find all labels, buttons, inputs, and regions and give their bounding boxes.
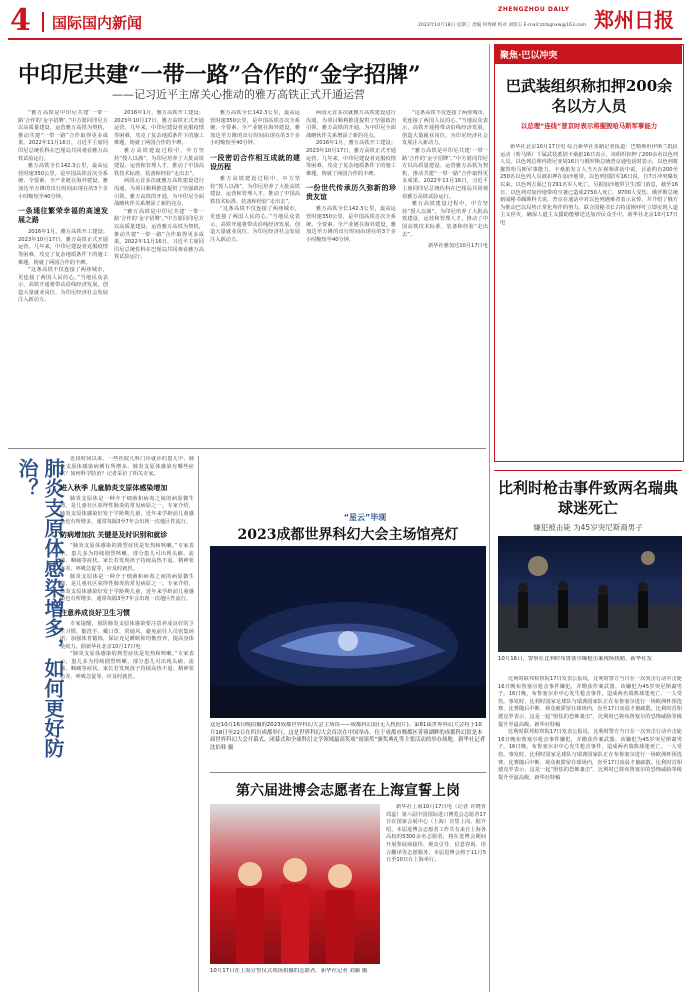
police-title: 比利时枪击事件致两名瑞典球迷死亡 bbox=[498, 479, 679, 517]
lead-column-2: 2016年1月，雅万高铁开工建设；2023年10月17日，雅万高铁正式开通运营。几年来，中印尼建设者克服疫情等困难，攻克了复杂地质条件下的施工难题，铸就了两国合作的丰碑。 雅万高铁建设过程中，中方坚持“授人以渔”，为印尼培养了大批高铁建设、运营和管理人才，推动了中国高铁技术标准、装备和经验“走出去”。 两国元首多次就雅万高铁建设进行沟通，为项目顺利推进提供了坚强政治引领。雅万高铁的开通，为中印尼全面战略伙伴关系增添了新的亮点。 “雅万高铁是中印尼共建‘一带一路’合作的‘金字招牌’。”中方愿同印尼方以高质量建设、运营雅万高铁为契机，推动共建“一带一路”合作取得更多成果。2022年11月16日，习近平主席同印尼总统佐科在巴厘岛共同观看雅万高铁试验运行。 bbox=[114, 110, 204, 261]
police-rule bbox=[494, 470, 682, 471]
column-divider bbox=[198, 456, 199, 992]
lead-column-3: 雅万高铁全长142.3公里，最高运营时速350公里，是中国高铁首次全系统、全要素、全产业链在海外建设。雅加达至万隆的出行时间由现在的3个多小时缩短至40分钟。 一段密切合作相互成就的建设历程 雅万高铁建设过程中，中方坚持“授人以渔”，为印尼培养了大批高铁建设、运营和管理人才，推动了中国高铁技术标准、装备和经验“走出去”。 “这条高铁不仅连接了两座城市，更连接了两国人民的心。”当地民众表示，高铁开通将带动沿线经济发展，创造大量就业岗位，为印尼经济社会发展注入新动力。 bbox=[210, 110, 300, 243]
covid-body: 近段时间以来，一些医院儿科门诊就诊的患儿中，肺炎支原体感染病例有所增多。肺炎支原体感染有哪些症状？如何科学防治？记者采访了相关专家。 进入秋季 儿童肺炎支原体感染增加 肺炎支原体是一种介于细菌和病毒之间的病原微生物，是儿童社区获得性肺炎的常见病原之一。专家介绍，肺炎支原体感染好发于学龄期儿童，近年来学龄前儿童感染也有所增多，通常每隔3至7年会出现一次地区性流行。 防病增加抗 关键是及时识别和就诊 “肺炎支原体感染的典型症状是发热和咳嗽。”专家表示，患儿多为持续剧烈咳嗽，部分患儿可出现头痛、流涕、咽痛等症状。家长若发现孩子持续高热不退、精神状态差、呼吸急促等，应及时就医。 肺炎支原体是一种介于细菌和病毒之间的病原微生物，是儿童社区获得性肺炎的常见病原之一。专家介绍，肺炎支原体感染好发于学龄期儿童，近年来学龄前儿童感染也有所增多，通常每隔3至7年会出现一次地区性流行。 注意养成良好卫生习惯 专家提醒，预防肺炎支原体感染要注意养成良好的卫生习惯，勤洗手、戴口罩、常通风，避免前往人员密集场所；加强体育锻炼，保证充足睡眠和均衡营养，提高身体免疫力。据新华社北京10月17日电 “肺炎支原体感染的典型症状是发热和咳嗽。”专家表示，患儿多为持续剧烈咳嗽，部分患儿可出现头痛、流涕、咽痛等症状。家长若发现孩子持续高热不退、精神状态差、呼吸急促等，应及时就医。 bbox=[60, 456, 194, 681]
paper-name-en: ZHENGZHOU DAILY bbox=[498, 6, 570, 13]
focus-title: 巴武装组织称扣押200余名以方人员 bbox=[505, 77, 673, 115]
section-title: 国际国内新闻 bbox=[52, 14, 143, 32]
focus-tag: 聚焦·巴以冲突 bbox=[500, 51, 558, 61]
section-divider bbox=[8, 448, 486, 449]
police-photo-caption: 10月16日，警察在比利时布鲁塞尔爆枪击案现场执勤。新华社发 bbox=[498, 656, 652, 662]
lead-subhead-3: 一份世代传承历久弥新的珍贵友谊 bbox=[306, 184, 396, 202]
header-divider bbox=[42, 12, 44, 32]
lead-column-5: “这条高铁不仅连接了两座城市，更连接了两国人民的心。”当地民众表示，高铁开通将带动沿线经济发展，创造大量就业岗位，为印尼经济社会发展注入新动力。 “雅万高铁是中印尼共建‘一带一路’合作的‘金字招牌’。”中方愿同印尼方以高质量建设、运营雅万高铁为契机，推动共建“一带一路”合作取得更多成果。2022年11月16日，习近平主席同印尼总统佐科在巴厘岛共同观看雅万高铁试验运行。 雅万高铁建设过程中，中方坚持“授人以渔”，为印尼培养了大批高铁建设、运营和管理人才，推动了中国高铁技术标准、装备和经验“走出去”。 新华社雅加达10月17日电 bbox=[402, 110, 488, 250]
paper-logo: 郑州日报 bbox=[594, 8, 674, 32]
covid-title: 肺炎支原体感染增多，如何更好防治？ bbox=[15, 458, 65, 758]
event-title: 2023成都世界科幻大会主场馆亮灯 bbox=[237, 527, 459, 543]
lead-subhead-1: 一条通往繁荣幸福的高速发展之路 bbox=[18, 207, 108, 225]
header-rule bbox=[8, 38, 682, 40]
focus-body: 新华社北京10月17日电 综合新华社多路记者报道：巴勒斯坦伊斯兰抵抗运动（哈马斯）下属武装派别卡桑旅16日表示，该组织扣押了200余名以色列人员。以色列总理内塔尼亚胡16日与俄罗斯总统普京通电话时表示，以色列将摧毁哈马斯军事能力。卡桑旅发言人当天在视频讲话中说，目前约有200至250名以色列人员被扣押在加沙地带。以色列国防军16日说，自7日冲突爆发以来，以色列方面已有291名军人死亡。另据加沙地带卫生部门消息，截至16日，以色列对加沙地带的空袭已造成2750人死亡、9700人受伤。俄罗斯总统新闻秘书佩斯科夫说，普京在通话中对以色列遇难者表示哀悼，并介绍了俄方为推动巴以局势正常化所作的努力。联合国秘书长古特雷斯呼吁立即实现人道主义停火，确保人道主义援助能够送达加沙民众手中。新华社北京10月17日电 bbox=[500, 144, 678, 226]
police-subtitle: 嫌犯被击毙 为45岁突尼斯裔男子 bbox=[533, 523, 643, 532]
police-photo bbox=[498, 536, 682, 652]
date-line: 2023年10月18日 星期三 责编 何秀峰 校对 刘瑞玉 E-mail:zzrbgnxw@163.com bbox=[418, 23, 587, 28]
lead-subtitle: ——记习近平主席关心推动的雅万高铁正式开通运营 bbox=[112, 88, 365, 101]
expo-photo bbox=[210, 804, 380, 964]
event-kicker: “星云”毕现 bbox=[343, 513, 387, 522]
expo-rule bbox=[210, 772, 486, 773]
page-number: 4 bbox=[10, 3, 31, 38]
lead-dateline: 新华社雅加达10月17日电 bbox=[428, 243, 488, 250]
expo-photo-caption: 10月17日在上海宣誓仪式现场拍摄的志愿者。新华社记者 刘颖 摄 bbox=[210, 968, 368, 974]
covid-subhead-2: 防病增加抗 关键是及时识别和就诊 bbox=[60, 531, 168, 540]
covid-subhead-3: 注意养成良好卫生习惯 bbox=[60, 608, 130, 617]
police-body: 比利时联邦检察院17日发表公报说，比利时警方当日在一次突击行动中击毙16日晚布鲁塞尔枪击事件嫌犯，并缴获作案武器。该嫌犯为45岁突尼斯裔男子。16日晚，布鲁塞尔市中心发生枪击事件，造成两名瑞典球迷死亡、一人受伤。事发时，比利时国家足球队与瑞典国家队正在布鲁塞尔进行一场欧洲杯预选赛。比赛随后中断，观众被滞留在球场内，直至17日凌晨才被疏散。比利时首相德克罗表示，这是一起“胆怯的恐怖袭击”，比利时已将布鲁塞尔的恐怖威胁等级提升至最高级。新华社特稿 比利时联邦检察院17日发表公报说，比利时警方当日在一次突击行动中击毙16日晚布鲁塞尔枪击事件嫌犯，并缴获作案武器。该嫌犯为45岁突尼斯裔男子。16日晚，布鲁塞尔市中心发生枪击事件，造成两名瑞典球迷死亡、一人受伤。事发时，比利时国家足球队与瑞典国家队正在布鲁塞尔进行一场欧洲杯预选赛。比赛随后中断，观众被滞留在球场内，直至17日凌晨才被疏散。比利时首相德克罗表示，这是一起“胆怯的恐怖袭击”，比利时已将布鲁塞尔的恐怖威胁等级提升至最高级。新华社特稿 bbox=[498, 676, 682, 781]
expo-body: 新华社上海10月17日电（记者 许晓青 周蕊）第六届中国国际进口博览会志愿者17日在国家会展中心（上海）宣誓上岗。据介绍，本届进博会志愿者工作共有来自上海各高校的5300余名志愿者，将在进博会期间开展参展商接待、观众引导、信息咨询、语言翻译等志愿服务。本届进博会将于11月5日至10日在上海举行。 bbox=[386, 804, 486, 864]
expo-title: 第六届进博会志愿者在上海宣誓上岗 bbox=[236, 783, 460, 799]
event-photo bbox=[210, 546, 486, 718]
event-caption: 这是10月16日晚拍摄的2023成都世界科幻大会主场馆——成都科幻馆(无人机照片)。第81届世界科幻大会将于10月18日至22日在四川成都举行，这是世界科幻大会首次在中国举办。位于成都市郫都区菁蓉湖畔的成都科幻馆是本届世界科幻大会开幕式、闭幕式和全球科幻文学领域最高奖项“雨果奖”颁奖典礼等主要活动的举办场地。新华社记者 沈伯韩 摄 bbox=[210, 722, 486, 751]
lead-title: 中印尼共建“一带一路”合作的“金字招牌” bbox=[18, 62, 421, 88]
lead-column-1: “雅万高铁是中印尼共建‘一带一路’合作的‘金字招牌’。”中方愿同印尼方以高质量建设、运营雅万高铁为契机，推动共建“一带一路”合作取得更多成果。2022年11月16日，习近平主席同印尼总统佐科在巴厘岛共同观看雅万高铁试验运行。 雅万高铁全长142.3公里，最高运营时速350公里，是中国高铁首次全系统、全要素、全产业链在海外建设。雅加达至万隆的出行时间由现在的3个多小时缩短至40分钟。 一条通往繁荣幸福的高速发展之路 2016年1月，雅万高铁开工建设；2023年10月17日，雅万高铁正式开通运营。几年来，中印尼建设者克服疫情等困难，攻克了复杂地质条件下的施工难题，铸就了两国合作的丰碑。 “这条高铁不仅连接了两座城市，更连接了两国人民的心。”当地民众表示，高铁开通将带动沿线经济发展，创造大量就业岗位，为印尼经济社会发展注入新动力。 bbox=[18, 110, 108, 304]
lead-column-4: 两国元首多次就雅万高铁建设进行沟通，为项目顺利推进提供了坚强政治引领。雅万高铁的开通，为中印尼全面战略伙伴关系增添了新的亮点。 2016年1月，雅万高铁开工建设；2023年10月17日，雅万高铁正式开通运营。几年来，中印尼建设者克服疫情等困难，攻克了复杂地质条件下的施工难题，铸就了两国合作的丰碑。 一份世代传承历久弥新的珍贵友谊 雅万高铁全长142.3公里，最高运营时速350公里，是中国高铁首次全系统、全要素、全产业链在海外建设。雅加达至万隆的出行时间由现在的3个多小时缩短至40分钟。 bbox=[306, 110, 396, 243]
focus-subtitle: 以总理“连线”普京时表示将摧毁哈马斯军事能力 bbox=[520, 122, 658, 130]
lead-subhead-2: 一段密切合作相互成就的建设历程 bbox=[210, 153, 300, 171]
right-column-divider bbox=[489, 44, 490, 992]
covid-subhead-1: 进入秋季 儿童肺炎支原体感染增加 bbox=[60, 483, 168, 492]
